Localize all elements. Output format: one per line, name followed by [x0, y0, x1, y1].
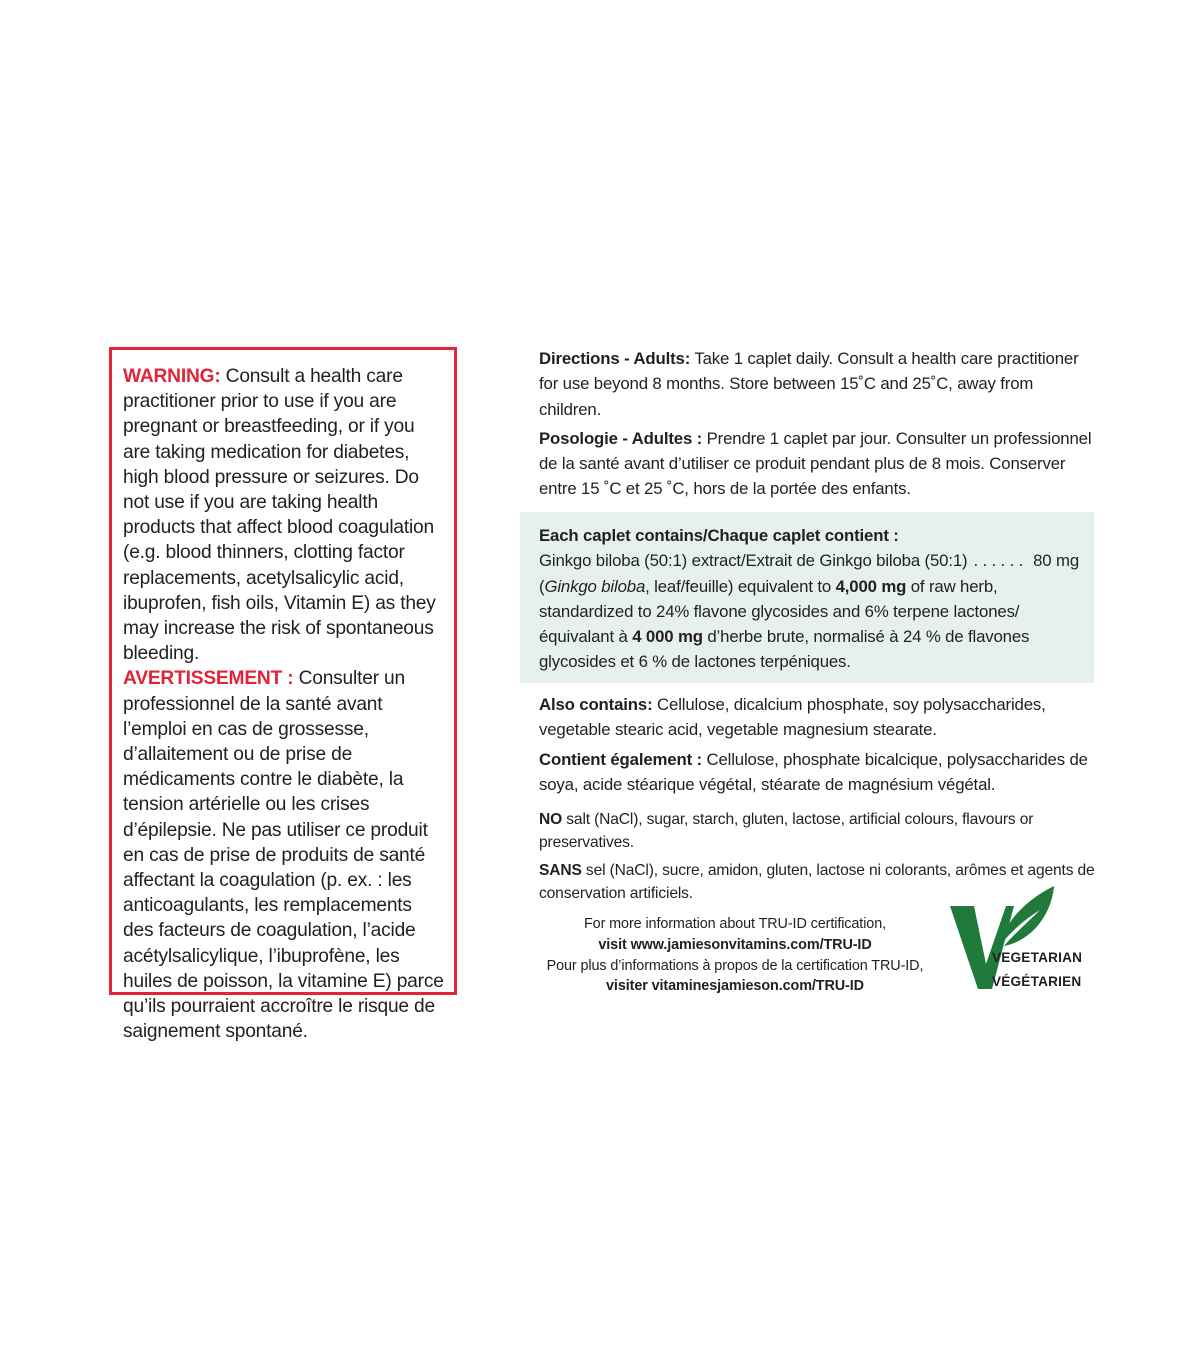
- directions-body: Take 1 caplet daily. Consult a health care practitioner for use beyond 8 months. Store between 15˚C and 25˚C, away from children.: [539, 349, 1079, 419]
- also-contains-heading: Also contains:: [539, 695, 653, 714]
- ingredient-line-2: [539, 574, 1084, 599]
- truid-info: [515, 914, 955, 997]
- truid-link-en[interactable]: visit www.jamiesonvitamins.com/TRU-ID: [598, 936, 872, 953]
- vegetarian-label-en: VEGETARIAN: [992, 950, 1083, 965]
- also-contains-body: Cellulose, dicalcium phosphate, soy polysaccharides, vegetable stearic acid, vegetable magnesium stearate.: [539, 695, 1046, 740]
- warning-box: [109, 347, 457, 1043]
- ingredient-amount: 80 mg: [1033, 551, 1080, 571]
- truid-line-1: For more information about TRU-ID certification,: [583, 916, 887, 932]
- ingredient-name: Ginkgo biloba (50:1) extract/Extrait de Ginkgo biloba (50:1): [539, 551, 968, 571]
- ingredient-text: , leaf/feuille) equivalent to: [645, 576, 836, 596]
- ingredient-latin-name: Ginkgo biloba: [544, 576, 646, 596]
- directions-french: [539, 426, 1099, 502]
- warning-body: Consult a health care practitioner prior to use if you are pregnant or breastfeeding, or if you are taking medication for diabetes, high blood pressure or seizures. Do not use if you are taking health products that affect blood coagulation (e.g. blood thinners, clotting factor replacements, acetylsalicylic acid, ibuprofen, fish oils, Vitamin E) as they may increase the risk of spontaneous bleeding.: [123, 366, 436, 665]
- ingredient-text: équivalant à: [539, 627, 633, 647]
- avertissement-body: Consulter un professionnel de la santé avant l’emploi en cas de grossesse, d’allaitement ou de prise de médicaments contre le diabète, la tension artérielle ou les crises d’épilepsie. Ne pas utiliser ce produit en cas de prise de produits de santé affectant la coagulation (p. ex. : les anticoagulants, les remplacements des facteurs de coagulation, l’acide acétylsalicylique, l’ibuprofène, les huiles de poisson, la vitamine E) parce qu’ils pourraient accroître le risque de saignement spontané.: [123, 668, 444, 1043]
- directions-section: [539, 346, 1099, 502]
- ingredient-line-3: standardized to 24% flavone glycosides and 6% terpene lactones/: [539, 601, 1020, 621]
- ingredients-section: [539, 523, 1084, 675]
- ingredients-heading: Each caplet contains/Chaque caplet contient :: [539, 526, 899, 545]
- directions-heading: Directions - Adults:: [539, 349, 691, 368]
- also-contains-french: [539, 747, 1099, 798]
- raw-herb-amount: 4,000 mg: [835, 576, 907, 596]
- sans-body: sel (NaCl), sucre, amidon, gluten, lactose ni colorants, arômes et agents de conservation artificiels.: [539, 861, 1095, 903]
- warning-heading: WARNING:: [123, 366, 221, 387]
- posologie-heading: Posologie - Adultes :: [539, 428, 703, 448]
- warning-french: [123, 666, 444, 1044]
- ingredient-dots: . . . . . .: [973, 551, 1024, 571]
- vegetarian-logo: [948, 882, 1088, 994]
- ingredient-line-4: [539, 624, 1084, 649]
- posologie-body: Prendre 1 caplet par jour. Consulter un professionnel de la santé avant d’utiliser ce produit pendant plus de 8 mois. Conserver entre 15 ˚C et 25 ˚C, hors de la portée des enfants.: [539, 428, 1092, 499]
- ingredient-line-5: glycosides et 6 % de lactones terpéniques.: [539, 652, 851, 672]
- raw-herb-amount-fr: 4 000 mg: [632, 627, 703, 647]
- contient-heading: Contient également :: [539, 749, 702, 769]
- truid-line-3: Pour plus d’informations à propos de la certification TRU-ID,: [546, 957, 924, 974]
- no-body: salt (NaCl), sugar, starch, gluten, lactose, artificial colours, flavours or preservatives.: [539, 811, 1034, 852]
- nonmedicinal-section: [539, 692, 1099, 797]
- vegetarian-label-fr: VÉGÉTARIEN: [992, 974, 1082, 989]
- contient-body: Cellulose, phosphate bicalcique, polysaccharides de soya, acide stéarique végétal, stéarate de magnésium végétal.: [539, 749, 1088, 794]
- ingredient-line-1: [539, 548, 1084, 573]
- ingredient-text: of raw herb,: [906, 576, 998, 596]
- truid-link-fr[interactable]: visiter vitaminesjamieson.com/TRU-ID: [606, 978, 864, 995]
- sans-heading: SANS: [539, 861, 582, 879]
- warning-english: [123, 364, 444, 666]
- ingredient-text: (: [539, 576, 545, 596]
- avertissement-heading: AVERTISSEMENT :: [123, 668, 294, 690]
- no-heading: NO: [539, 811, 563, 828]
- directions-english: [539, 346, 1099, 422]
- free-from-english: [539, 808, 1099, 855]
- ingredient-text: d’herbe brute, normalisé à 24 % de flavones: [702, 627, 1030, 647]
- also-contains-english: [539, 692, 1099, 743]
